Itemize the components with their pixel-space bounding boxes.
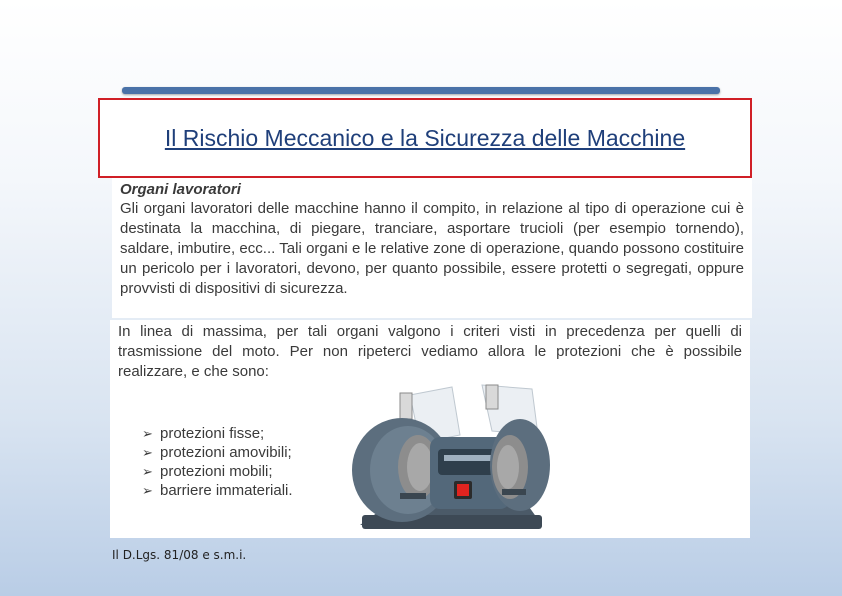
list-item: ➢ protezioni mobili; [142, 463, 273, 480]
protection-list [142, 424, 293, 500]
section-heading: Organi lavoratori [120, 181, 241, 198]
paragraph-protezioni: In linea di massima, per tali organi valgono i criteri visti in precedenza per quelli di trasmissione del moto. Per non ripeterci vediamo allora le protezioni che è possibile realizzare, e che sono: [118, 323, 742, 380]
decorative-top-bar [122, 87, 720, 94]
list-item: ➢ protezioni fisse; [142, 425, 265, 442]
bench-grinder-illustration [342, 375, 557, 535]
text-panel-organi [112, 178, 752, 318]
text-panel-protezioni [110, 320, 750, 538]
arrow-right-icon: ➢ [142, 445, 153, 460]
slide-title: Il Rischio Meccanico e la Sicurezza delle Macchine [164, 125, 686, 151]
arrow-right-icon: ➢ [142, 464, 153, 479]
paragraph-organi: Gli organi lavoratori delle macchine hanno il compito, in relazione al tipo di operazione cui è destinata la macchina, di piegare, tranciare, asportare trucioli (per esempio tornendo), saldare, imbutire, ecc... Tali organi e le relative zone di operazione, quando possono costituire un pericolo per i lavoratori, devono, per quanto possibile, essere protetti o segregati, oppure provvisti di dispositivi di sicurezza. [120, 200, 744, 297]
arrow-right-icon: ➢ [142, 483, 153, 498]
list-item: ➢ protezioni amovibili; [142, 444, 292, 461]
arrow-right-icon: ➢ [142, 426, 153, 441]
list-item: ➢ barriere immateriali. [142, 482, 293, 499]
title-box [98, 98, 752, 178]
footer-reference: Il D.Lgs. 81/08 e s.m.i. [112, 548, 247, 562]
